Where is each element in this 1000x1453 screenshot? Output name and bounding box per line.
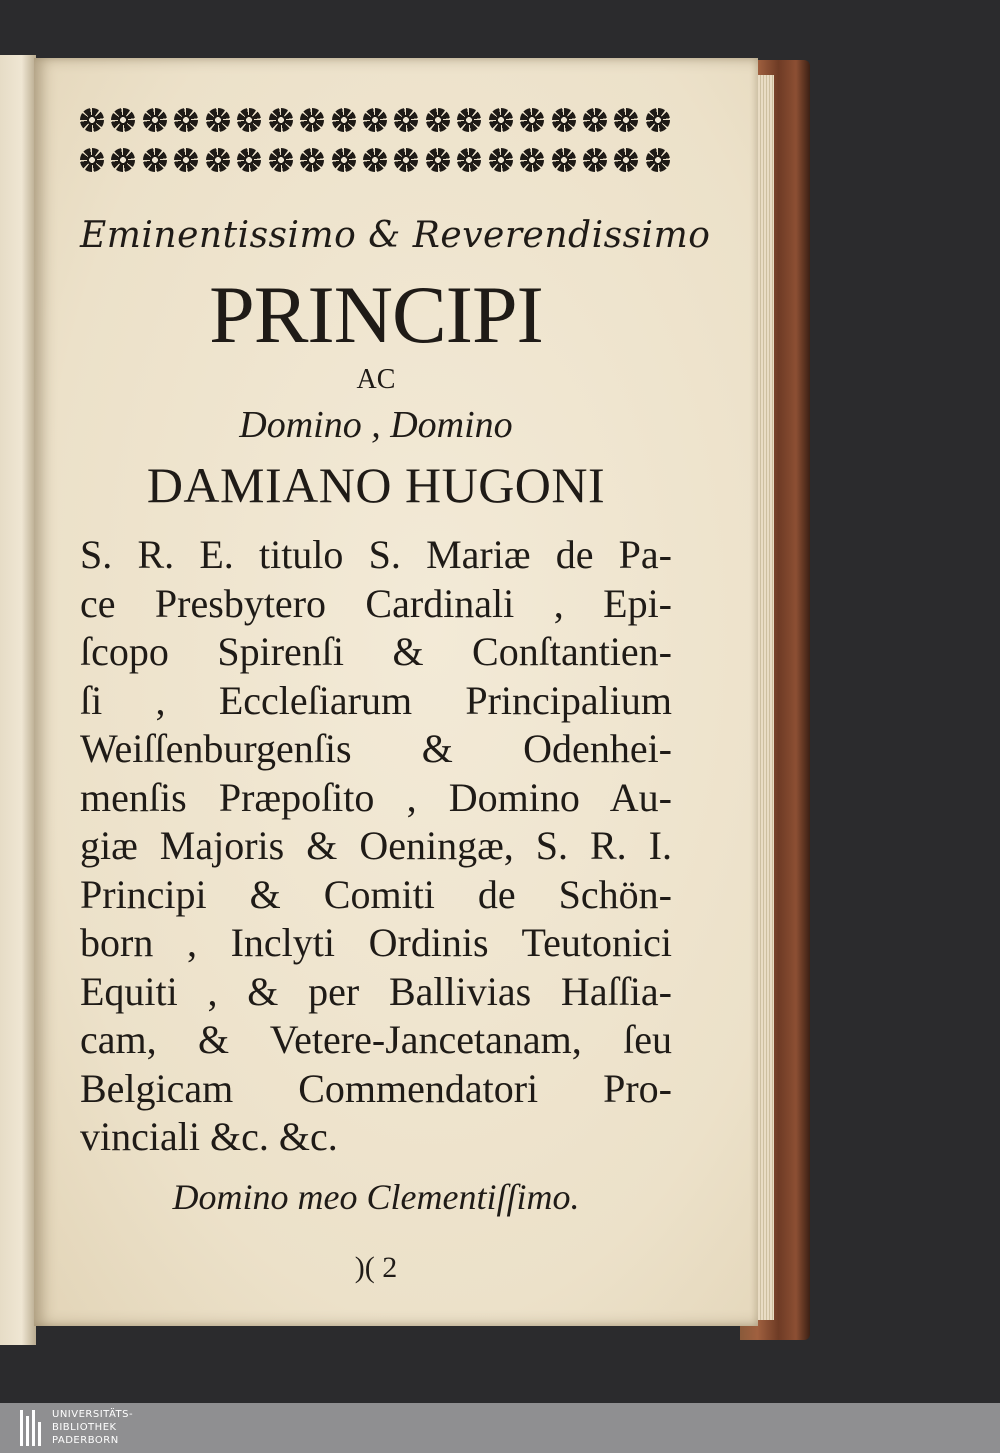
logo-line: UNIVERSITÄTS-: [52, 1409, 134, 1420]
text-line: S. R. E. titulo S. Mariæ de Pa-: [80, 532, 672, 577]
rosette-ornament-icon: [614, 108, 638, 132]
rosette-ornament-icon: [583, 148, 607, 172]
rosette-ornament-icon: [332, 148, 356, 172]
rosette-ornament-icon: [552, 148, 576, 172]
rosette-ornament-icon: [80, 148, 104, 172]
rosette-ornament-icon: [457, 148, 481, 172]
text-line: Principi & Comiti de Schön-: [80, 871, 672, 917]
rosette-ornament-icon: [646, 108, 670, 132]
title-principi: PRINCIPI: [209, 269, 543, 360]
ornament-row: [80, 104, 670, 136]
dedicatee-name: DAMIANO HUGONI: [146, 457, 606, 513]
rosette-ornament-icon: [237, 148, 261, 172]
text-line: menſis Præpoſito , Domino Au-: [80, 774, 672, 820]
rosette-ornament-icon: [269, 148, 293, 172]
rosette-ornament-icon: [143, 108, 167, 132]
rosette-ornament-icon: [646, 148, 670, 172]
rosette-ornament-icon: [269, 108, 293, 132]
rosette-ornament-icon: [457, 108, 481, 132]
salutation: Eminentissimo & Reverendissimo: [80, 215, 711, 256]
closing-line: Domino meo Clementiſſimo.: [172, 1176, 580, 1217]
text-line: ce Presbytero Cardinali , Epi-: [80, 580, 672, 626]
text-line: ſcopo Spirenſi & Conſtantien-: [80, 629, 672, 674]
rosette-ornament-icon: [552, 108, 576, 132]
ornament-border: [80, 104, 670, 176]
domino-line: Domino , Domino: [239, 404, 513, 446]
rosette-ornament-icon: [583, 108, 607, 132]
rosette-ornament-icon: [489, 148, 513, 172]
rosette-ornament-icon: [394, 148, 418, 172]
library-logo-icon: [20, 1410, 44, 1446]
signature-mark: )( 2: [354, 1250, 398, 1284]
text-line: Weiſſenburgenſis & Odenhei-: [80, 726, 672, 771]
left-page-edge: [0, 55, 36, 1345]
rosette-ornament-icon: [206, 108, 230, 132]
rosette-ornament-icon: [363, 108, 387, 132]
logo-line: PADERBORN: [52, 1435, 119, 1446]
rosette-ornament-icon: [520, 108, 544, 132]
text-line: Belgicam Commendatori Pro-: [80, 1065, 672, 1111]
rosette-ornament-icon: [300, 108, 324, 132]
rosette-ornament-icon: [237, 108, 261, 132]
rosette-ornament-icon: [363, 148, 387, 172]
rosette-ornament-icon: [332, 108, 356, 132]
rosette-ornament-icon: [174, 148, 198, 172]
ornament-row: [80, 144, 670, 176]
rosette-ornament-icon: [394, 108, 418, 132]
footer-bar: [0, 1403, 1000, 1453]
rosette-ornament-icon: [80, 108, 104, 132]
library-logo-text: [52, 1408, 133, 1447]
text-line: Equiti , & per Ballivias Haſſia-: [80, 968, 672, 1014]
rosette-ornament-icon: [111, 108, 135, 132]
rosette-ornament-icon: [206, 148, 230, 172]
rosette-ornament-icon: [426, 148, 450, 172]
rosette-ornament-icon: [520, 148, 544, 172]
text-line: giæ Majoris & Oeningæ, S. R. I.: [80, 823, 672, 868]
rosette-ornament-icon: [143, 148, 167, 172]
rosette-ornament-icon: [489, 108, 513, 132]
logo-line: BIBLIOTHEK: [52, 1422, 117, 1433]
word-ac: AC: [356, 364, 396, 395]
text-line: vinciali &c. &c.: [80, 1114, 338, 1159]
text-line: born , Inclyti Ordinis Teutonici: [80, 920, 672, 965]
titles-paragraph: [80, 531, 672, 1162]
text-line: cam, & Vetere-Jancetanam, ſeu: [80, 1017, 672, 1062]
text-line: ſi , Eccleſiarum Principalium: [80, 677, 672, 723]
rosette-ornament-icon: [111, 148, 135, 172]
rosette-ornament-icon: [300, 148, 324, 172]
rosette-ornament-icon: [174, 108, 198, 132]
rosette-ornament-icon: [614, 148, 638, 172]
rosette-ornament-icon: [426, 108, 450, 132]
dedication-text: [80, 205, 711, 1288]
